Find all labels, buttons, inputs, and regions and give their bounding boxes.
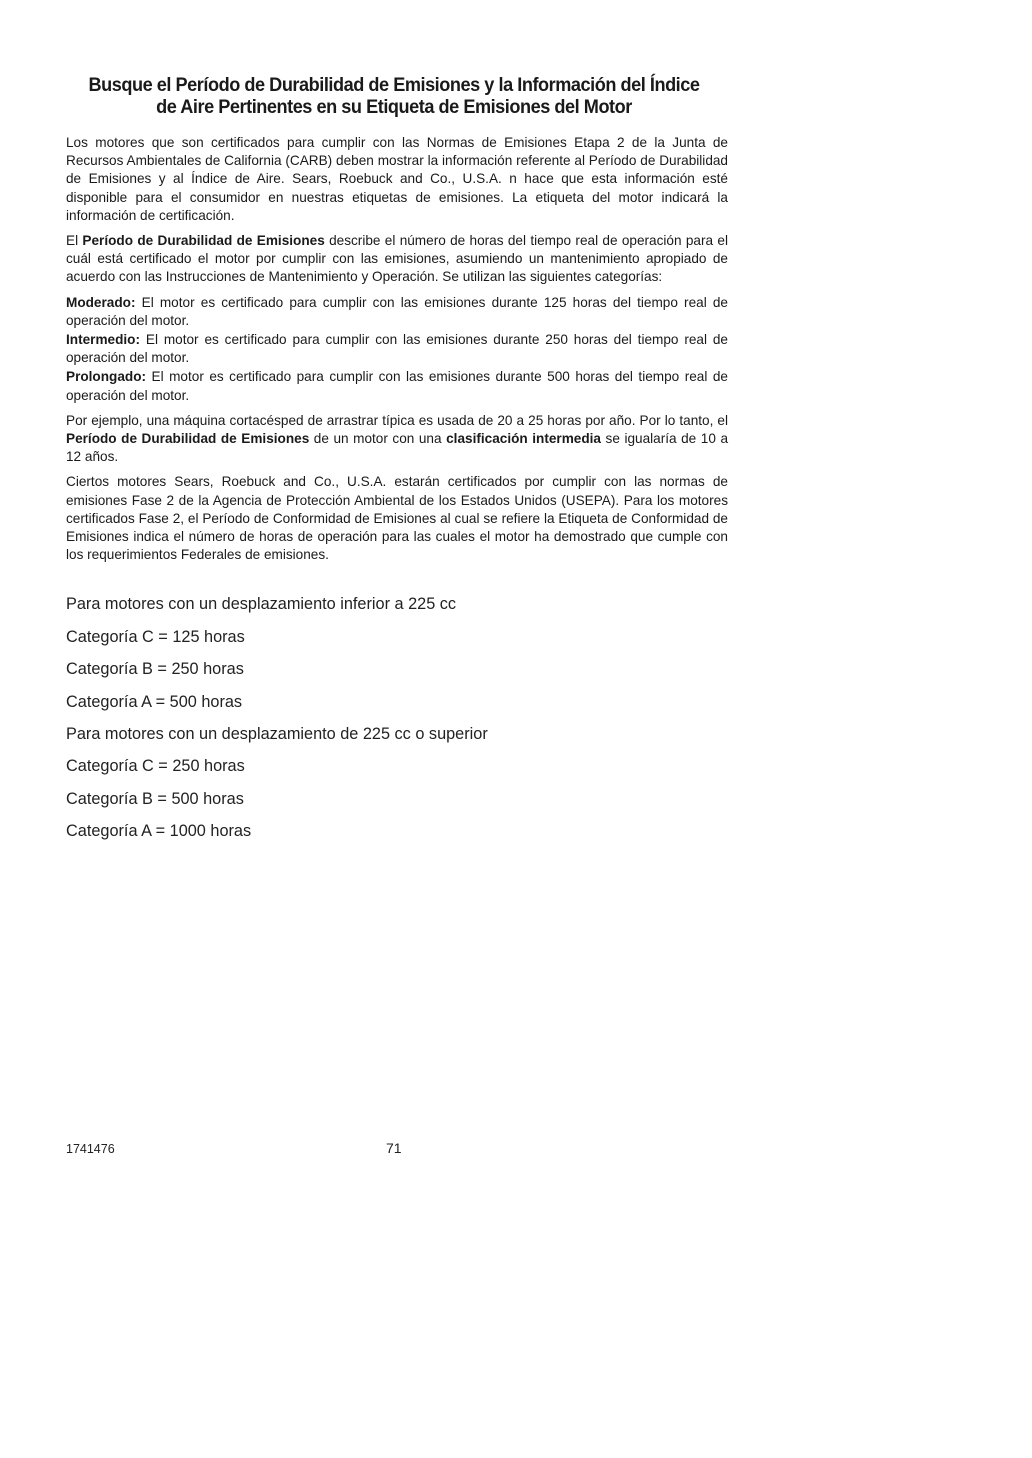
category-moderado: Moderado: El motor es certificado para cumplir con las emisiones durante 125 horas del tiempo real de operación del motor. <box>66 294 728 328</box>
category-intermedio: Intermedio: El motor es certificado para cumplir con las emisiones durante 250 horas del tiempo real de operación del motor. <box>66 332 728 366</box>
list-item: Categoría C = 125 horas <box>66 627 245 646</box>
durability-paragraph: El Período de Durabilidad de Emisiones describe el número de horas del tiempo real de operación para el cuál está certificado el motor por cumplir con las emisiones, asumiendo un mantenimiento apropiado de acuerdo con las Instrucciones de Mantenimiento y Operación. Se utilizan las siguientes categorías: <box>66 233 728 285</box>
small-engine-heading: Para motores con un desplazamiento inferior a 225 cc <box>66 595 457 614</box>
list-item: Categoría C = 250 horas <box>66 757 245 776</box>
category-hours-list <box>66 594 728 841</box>
category-label: Moderado: <box>66 294 136 310</box>
large-engine-heading: Para motores con un desplazamiento de 225 cc o superior <box>66 725 488 744</box>
list-item: Categoría B = 500 horas <box>66 789 244 808</box>
page-title <box>83 74 704 118</box>
document-id: 1741476 <box>66 1142 115 1156</box>
epa-paragraph: Ciertos motores Sears, Roebuck and Co., U.S.A. estarán certificados por cumplir con las normas de emisiones Fase 2 de la Agencia de Protección Ambiental de los Estados Unidos (USEPA). Para los motores certificados Fase 2, el Período de Conformidad de Emisiones al cual se refiere la Etiqueta de Conformidad de Emisiones indica el número de horas de operación para las cuales el motor ha demostrado que cumple con los requerimientos Federales de emisiones. <box>66 474 728 563</box>
list-item: Categoría A = 500 horas <box>66 692 243 711</box>
list-item: Categoría B = 250 horas <box>66 660 244 679</box>
category-label: Prolongado: <box>66 369 147 385</box>
list-item: Categoría A = 1000 horas <box>66 822 252 841</box>
category-label: Intermedio: <box>66 332 141 348</box>
title-line-2: de Aire Pertinentes en su Etiqueta de Emisiones del Motor <box>156 96 632 118</box>
category-prolongado: Prolongado: El motor es certificado para cumplir con las emisiones durante 500 horas del tiempo real de operación del motor. <box>66 369 728 403</box>
durability-term: Período de Durabilidad de Emisiones <box>82 233 325 249</box>
page-number: 71 <box>386 1140 402 1156</box>
document-page <box>66 74 728 854</box>
title-line-1: Busque el Período de Durabilidad de Emisiones y la Información del Índice <box>88 74 700 96</box>
example-paragraph: Por ejemplo, una máquina cortacésped de arrastrar típica es usada de 20 a 25 horas por año. Por lo tanto, el Período de Durabilidad de Emisiones de un motor con una clasificación intermedia se igualaría de 10 a 12 años. <box>66 412 729 465</box>
intro-paragraph: Los motores que son certificados para cumplir con las Normas de Emisiones Etapa 2 de la Junta de Recursos Ambientales de California (CARB) deben mostrar la información referente al Período de Durabilidad de Emisiones y al Índice de Aire. Sears, Roebuck and Co., U.S.A. n hace que esta información esté disponible para el consumidor en nuestras etiquetas de emisiones. La etiqueta del motor indicará la información de certificación. <box>66 135 728 223</box>
